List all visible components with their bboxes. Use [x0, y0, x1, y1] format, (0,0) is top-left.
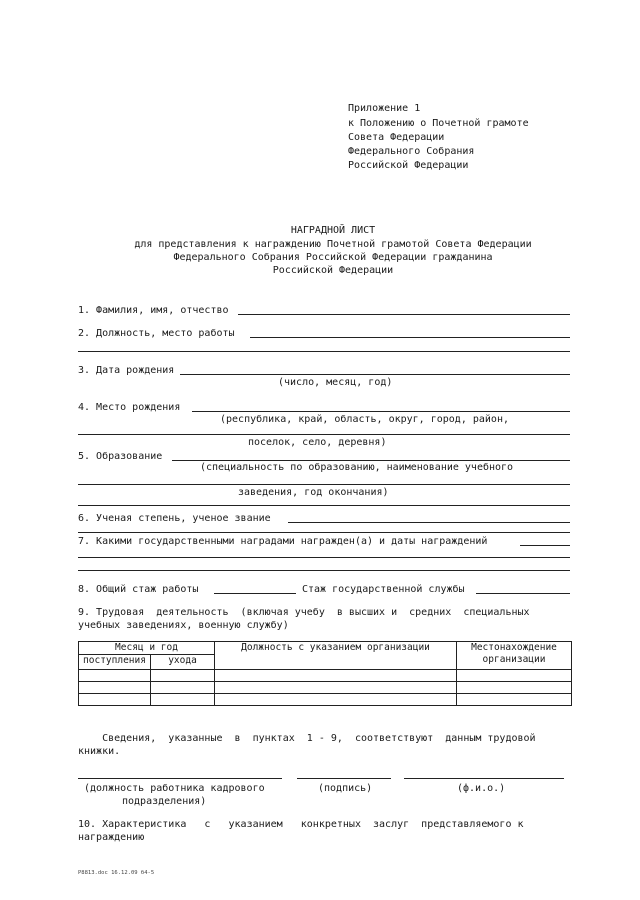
cell[interactable] [79, 694, 151, 706]
table-row [79, 670, 572, 682]
appendix-line: Российской Федерации [348, 160, 469, 171]
sig-position-line[interactable] [78, 778, 282, 779]
table-header-row [79, 642, 572, 655]
field-8-gov-line[interactable] [476, 593, 570, 594]
field-3-label: 3. Дата рождения [78, 365, 175, 376]
field-2-line-2[interactable] [78, 351, 570, 352]
field-2-label: 2. Должность, место работы [78, 328, 235, 339]
field-5-hint-1: (специальность по образованию, наименование учебного [200, 462, 514, 473]
cell[interactable] [151, 682, 215, 694]
field-8-total-line[interactable] [214, 593, 296, 594]
field-4-hint-2: поселок, село, деревня) [248, 437, 387, 448]
work-history-table [78, 641, 572, 706]
appendix-line: Федерального Собрания [348, 146, 475, 157]
title-line: Федерального Собрания Российской Федерации гражданина [173, 252, 493, 263]
field-5-hint-2: заведения, год окончания) [238, 487, 389, 498]
field-7-line[interactable] [520, 545, 570, 546]
sig-name-caption: (ф.и.о.) [457, 783, 506, 794]
cell[interactable] [79, 682, 151, 694]
field-8-gov-label: Стаж государственной службы [302, 584, 465, 595]
field-5-line-3[interactable] [78, 505, 570, 506]
sig-position-caption: (должность работника кадрового [84, 783, 265, 794]
cell[interactable] [457, 682, 572, 694]
cell[interactable] [151, 694, 215, 706]
field-1-line[interactable] [238, 314, 570, 315]
cell[interactable] [457, 694, 572, 706]
cell[interactable] [215, 694, 457, 706]
field-5-label: 5. Образование [78, 451, 163, 462]
col-location: Местонахождение организации [457, 642, 572, 670]
certification-text: Сведения, указанные в пунктах 1 - 9, соответствуют данным трудовой [78, 733, 536, 744]
field-3-hint: (число, месяц, год) [278, 377, 393, 388]
appendix-line: к Положению о Почетной грамоте [348, 118, 529, 129]
field-3-line[interactable] [180, 374, 570, 375]
field-10-label: 10. Характеристика с указанием конкретных заслуг представляемого к [78, 819, 524, 830]
field-4-line[interactable] [192, 411, 570, 412]
field-6-line[interactable] [288, 522, 570, 523]
title-heading: НАГРАДНОЙ ЛИСТ [290, 225, 376, 236]
appendix-line: Приложение 1 [348, 103, 421, 114]
cell[interactable] [79, 670, 151, 682]
sig-signature-line[interactable] [297, 778, 391, 779]
sig-position-caption-2: подразделения) [122, 796, 207, 807]
field-5-line-2[interactable] [78, 484, 570, 485]
field-2-line[interactable] [250, 337, 570, 338]
col-position: Должность с указанием организации [215, 642, 457, 670]
field-10-label-2: награждению [78, 832, 145, 843]
sig-name-line[interactable] [404, 778, 564, 779]
field-9-label-2: учебных заведениях, военную службу) [78, 620, 289, 631]
field-9-label: 9. Трудовая деятельность (включая учебу в высших и средних специальных [78, 607, 530, 618]
title-line: Российской Федерации [272, 265, 394, 276]
appendix-line: Совета Федерации [348, 132, 445, 143]
field-1-label: 1. Фамилия, имя, отчество [78, 305, 229, 316]
field-8-label: 8. Общий стаж работы [78, 584, 199, 595]
field-7-line-3[interactable] [78, 570, 570, 571]
cell[interactable] [457, 670, 572, 682]
field-4-label: 4. Место рождения [78, 402, 181, 413]
field-6-line-2[interactable] [78, 532, 570, 533]
field-7-label: 7. Какими государственными наградами награжден(а) и даты награждений [78, 536, 488, 547]
cell[interactable] [215, 682, 457, 694]
col-month-year: Месяц и год [79, 642, 215, 655]
footer-code: Р8813.doc 16.12.09 б4-5 [78, 870, 155, 876]
col-end: ухода [151, 655, 215, 670]
certification-text-2: книжки. [78, 746, 121, 757]
col-start: поступления [79, 655, 151, 670]
field-6-label: 6. Ученая степень, ученое звание [78, 513, 271, 524]
field-7-line-2[interactable] [78, 557, 570, 558]
sig-signature-caption: (подпись) [318, 783, 373, 794]
cell[interactable] [215, 670, 457, 682]
table-row [79, 682, 572, 694]
field-4-hint-1: (республика, край, область, округ, город, район, [220, 414, 509, 425]
table-row [79, 694, 572, 706]
title-line: для представления к награждению Почетной грамотой Совета Федерации [134, 239, 532, 250]
cell[interactable] [151, 670, 215, 682]
field-4-line-2[interactable] [78, 434, 570, 435]
